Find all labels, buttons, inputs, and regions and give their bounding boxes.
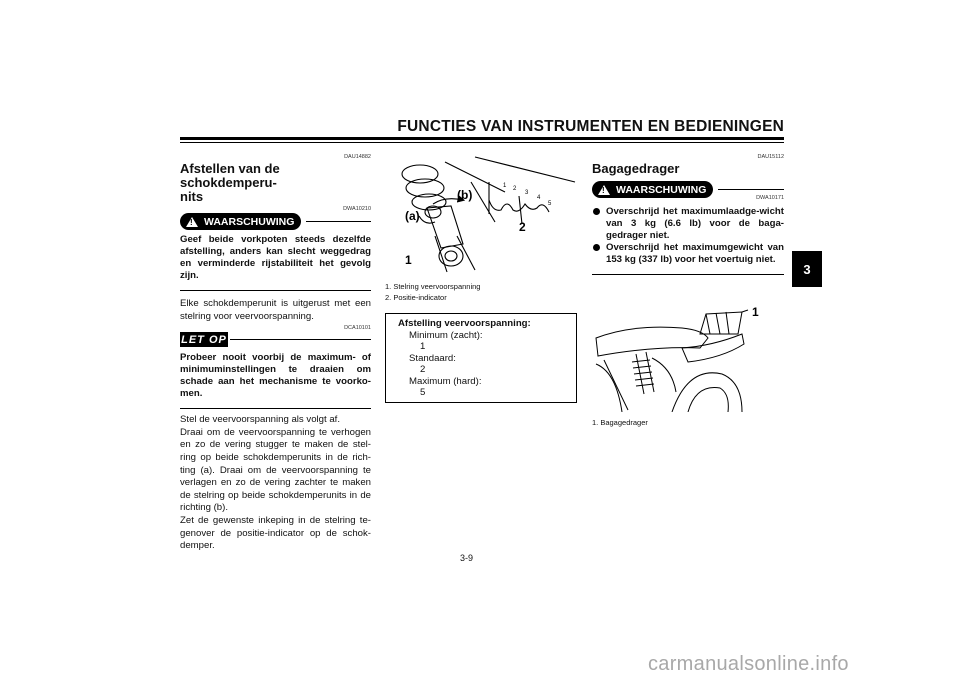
body-paragraph-1: Stel de veervoorspanning als volgt af. <box>180 414 340 426</box>
caution-text: Probeer nooit voorbij de maximum- of minimuminstellingen te draaien om schade aan het mechanisme te voorko-men. <box>180 352 371 400</box>
watermark[interactable]: carmanualsonline.info <box>648 653 849 675</box>
caution-rule <box>230 339 371 340</box>
caption-1: 1. Stelring veervoorspanning <box>385 282 481 291</box>
label-1: 1 <box>405 253 412 267</box>
body-paragraph-3: Zet de gewenste inkeping in de stelring te-genover de positie-indicator op de schok-demper. <box>180 514 371 552</box>
warning-bullet-1 <box>592 206 784 242</box>
spec-box <box>385 313 577 403</box>
section-code: DAU14882 <box>344 154 371 160</box>
warning-badge <box>180 213 301 230</box>
spec-min-label: Minimum (zacht): <box>409 329 483 341</box>
warning-end-rule-right <box>592 274 784 275</box>
rack-caption: 1. Bagagedrager <box>592 418 648 427</box>
warning-triangle-icon <box>186 217 198 227</box>
spec-max-value: 5 <box>420 387 426 398</box>
label-a: (a) <box>405 209 420 223</box>
section-heading-line1: Afstellen van de schokdemperu- <box>180 161 280 190</box>
warning-code-right: DWA10171 <box>756 195 784 201</box>
luggage-rack-figure <box>592 302 784 412</box>
warning-label-right: WAARSCHUWING <box>616 183 707 196</box>
caution-header <box>180 332 371 347</box>
warning-list <box>592 206 784 266</box>
left-column <box>180 154 371 553</box>
scale-3: 3 <box>525 190 529 196</box>
warning-rule-right <box>718 189 784 190</box>
scale-1: 1 <box>503 183 507 189</box>
warning-code: DWA10210 <box>343 206 371 212</box>
spec-std-value: 2 <box>420 364 426 375</box>
warning-header-right <box>592 181 784 201</box>
caption-2: 2. Positie-indicator <box>385 293 447 302</box>
caution-end-rule <box>180 408 371 409</box>
caution-badge: LET OP <box>181 333 227 346</box>
bullet-icon <box>593 244 600 251</box>
header-rule-thin <box>180 142 784 143</box>
spec-std-label: Standaard: <box>409 352 456 364</box>
shock-absorber-figure <box>385 152 577 274</box>
section-heading-right: Bagagedrager <box>592 161 680 176</box>
section-heading-line2: nits <box>180 189 204 204</box>
spec-title: Afstelling veervoorspanning: <box>398 318 531 329</box>
scale-2: 2 <box>513 186 517 192</box>
warning-text: Geef beide vorkpoten steeds dezelfde afstelling, anders kan slecht weggedrag en verminderde rijstabiliteit het gevolg zijn. <box>180 234 371 281</box>
scale-5: 5 <box>548 201 552 207</box>
bullet-icon <box>593 208 600 215</box>
spec-min-value: 1 <box>420 341 426 352</box>
label-b: (b) <box>457 188 473 202</box>
page-header-title: FUNCTIES VAN INSTRUMENTEN EN BEDIENINGEN <box>397 118 784 135</box>
figure-captions <box>385 281 577 303</box>
shock-absorber-illustration <box>385 152 577 274</box>
body-paragraph-2: Draai om de veervoorspanning te verhogen en zo de vering stugger te maken de stel-ring op beide schokdemperunits in de rich-ting (a). Draai om de veervoorspanning te verlagen en zo de vering zachter te maken de stelring op beide schokdemperunits in de richting (b). <box>180 426 371 514</box>
label-rack-1: 1 <box>752 305 759 319</box>
bullet-text-1: Overschrijd het maximumlaadge-wicht van 3 kg (6.6 lb) voor de baga-gedrager niet. <box>606 206 784 241</box>
section-heading <box>180 162 371 204</box>
label-2: 2 <box>519 220 526 234</box>
warning-badge-right <box>592 181 713 198</box>
warning-header <box>180 213 371 230</box>
right-column <box>592 154 784 275</box>
warning-bullet-2 <box>592 242 784 266</box>
warning-triangle-icon <box>598 185 610 195</box>
chapter-tab[interactable]: 3 <box>792 251 822 287</box>
warning-label: WAARSCHUWING <box>204 215 295 228</box>
section-code-right: DAU15112 <box>757 154 784 160</box>
warning-rule <box>306 221 371 222</box>
scale-4: 4 <box>537 195 541 201</box>
caution-code: DCA10101 <box>344 325 371 332</box>
page-number: 3-9 <box>460 553 474 563</box>
bullet-text-2: Overschrijd het maximumgewicht van 153 kg (337 lb) voor het voertuig niet. <box>606 242 784 265</box>
spec-max-label: Maximum (hard): <box>409 375 482 387</box>
luggage-rack-illustration <box>592 302 784 412</box>
warning-end-rule <box>180 290 371 291</box>
intro-paragraph: Elke schokdemperunit is uitgerust met een stelring voor veervoorspanning. <box>180 298 371 322</box>
header-rule <box>180 137 784 140</box>
